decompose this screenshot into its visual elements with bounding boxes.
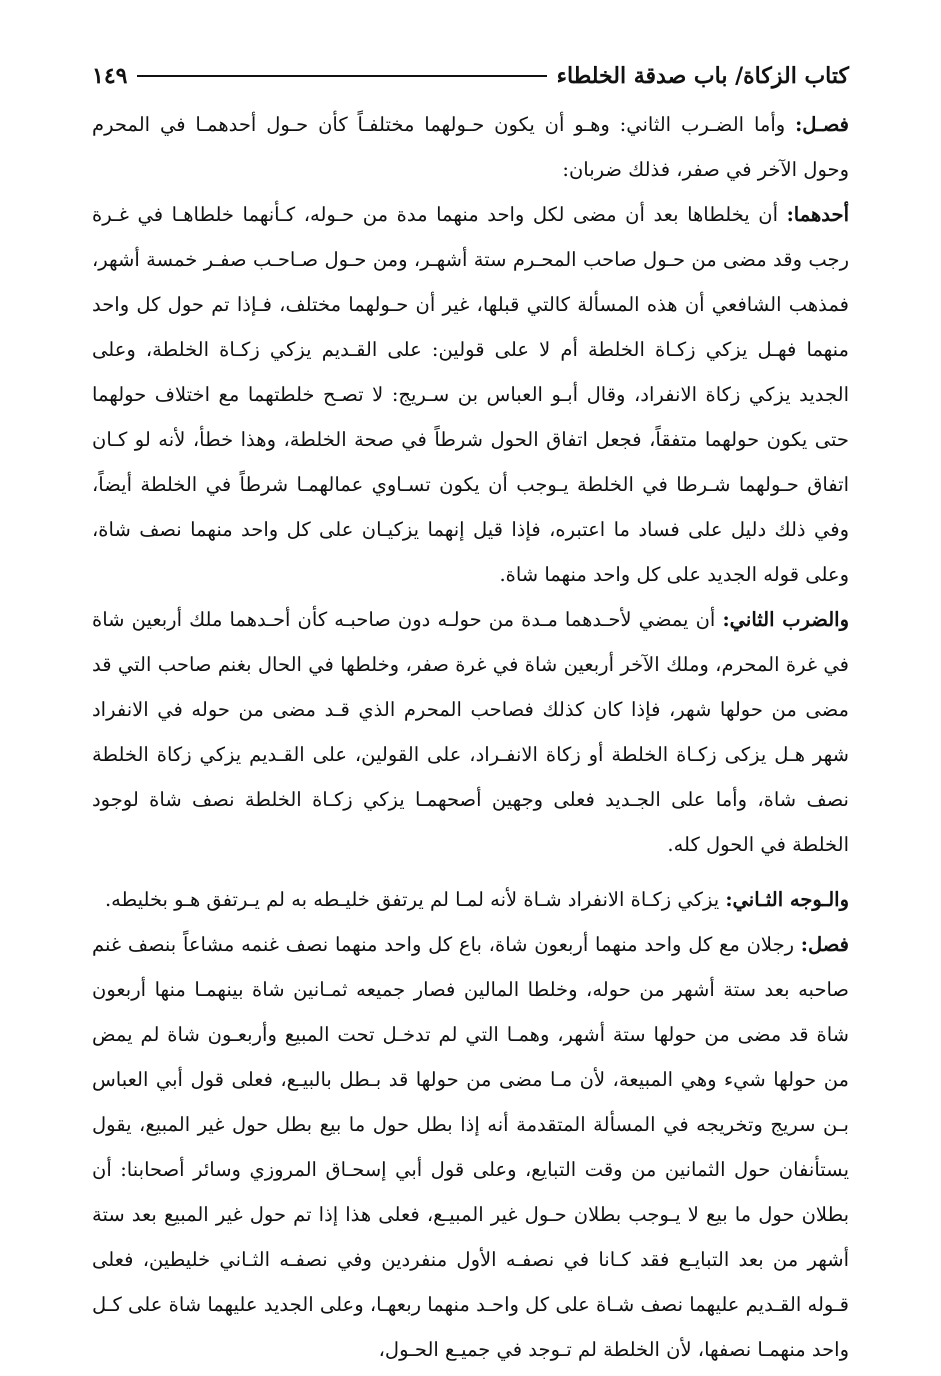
paragraph-text: وأما الضـرب الثاني: وهـو أن يكون حـولهما مختلفـاً كأن حـول أحدهمـا في المحرم وحول الآخر في صفر، فذلك ضربان: — [92, 113, 849, 181]
paragraph-lead: فصل: — [800, 933, 849, 956]
paragraph-first-kind — [92, 192, 849, 597]
paragraph-text: يزكي زكـاة الانفراد شـاة لأنه لمـا لم يرتفق خليـطه به لم يـرتفق هـو بخليطه. — [104, 888, 726, 911]
paragraph-section-two-men — [92, 922, 849, 1372]
paragraph-text: رجلان مع كل واحد منهما أربعون شاة، باع كل واحد منهما نصف غنمه مشاعاً بنصف غنم صاحبه بعد ستة أشهر من حوله، وخلطا المالين فصار جميعه ثمـانين شاة بينهمـا منها أربعون شاة قد مضى من حولها ستة أشهر، وهمـا التي لم تدخـل تحت المبيع وأربعـون شاة لم يمض من حولها شيء وهي المبيعة، لأن مـا مضى من حولها قد بـطل بالبيـع، فعلى قول أبي العباس بـن سريج وتخريجه في المسألة المتقدمة أنه إذا بطل حول ما بيع بطل حول غير المبيع، يقول يستأنفان حول الثمانين من وقت التبايع، وعلى قول أبي إسحـاق المروزي وسائر أصحابنا: أن بطلان حول ما بيع لا يـوجب بطلان حـول غير المبيـع، فعلى هذا إذا تم حول غير المبيع بعد ستة أشهر من بعد التبايـع فقد كـانا في نصفـه الأول منفردين وفي نصفـه الثـاني خليطين، فعلى قـوله القـديم عليهما نصف شـاة على كل واحـد منهما ربعهـا، وعلى الجديد عليهما شاة على كـل واحد منهمـا نصفها، لأن الخلطة لم تـوجد في جميـع الحـول، — [92, 933, 849, 1361]
paragraph-lead: والـوجه الثـاني: — [725, 888, 849, 911]
paragraph-second-aspect — [92, 877, 849, 922]
paragraph-section-second-type — [92, 102, 849, 192]
page-number: ١٤٩ — [92, 63, 128, 89]
paragraph-text: أن يمضي لأحـدهما مـدة من حولـه دون صاحبـه كأن أحـدهما ملك أربعين شاة في غرة المحرم، وملك الآخر أربعين شاة في غرة صفر، وخلطها في الحال بغنم صاحب التي قد مضى من حولها شهر، فإذا كان كذلك فصاحب المحرم الذي قـد مضى من حوله في الانفراد شهر هـل يزكى زكـاة الخلطة أو زكاة الانفـراد، على القولين، على القـديم يزكي زكاة الخلطة نصف شاة، وأما على الجـديد فعلى وجهين أصحهمـا يزكي زكـاة الخلطة نصف شاة لوجود الخلطة في الحول كله. — [92, 608, 849, 856]
header-rule — [137, 75, 546, 77]
running-header — [92, 56, 849, 96]
paragraph-lead: فصـل: — [795, 113, 849, 136]
paragraph-lead: أحدهما: — [786, 203, 849, 226]
paragraph-second-kind — [92, 597, 849, 867]
paragraph-lead: والضرب الثاني: — [722, 608, 849, 631]
chapter-title: كتاب الزكاة/ باب صدقة الخلطاء — [556, 63, 849, 89]
paragraph-text: أن يخلطاها بعد أن مضى لكل واحد منهما مدة من حـوله، كـأنهما خلطاهـا في غـرة رجب وقد مضى من حـول صاحب المحـرم ستة أشهـر، ومن حـول صـاحـب صفـر خمسة أشهر، فمذهب الشافعي أن هذه المسألة كالتي قبلها، غير أن حـولهما مختلف، فـإذا تم حول كل واحد منهما فهـل يزكي زكـاة الخلطة أم لا على قولين: على القـديم يزكي زكـاة الخلطة، وعلى الجديد يزكي زكاة الانفراد، وقال أبـو العباس بن سـريج: لا تصـح خلطتهما مع اختلاف حولهما حتى يكون حولهما متفقاً، فجعل اتفاق الحول شرطاً في صحة الخلطة، وهذا خطأ، لأنه لو كـان اتفاق حـولهما شـرطا في الخلطة يـوجب أن يكون تسـاوي عمالهمـا شرطاً في الخلطة أيضاً، وفي ذلك دليل على فساد ما اعتبره، فإذا قيل إنهما يزكيـان على كل واحد منهما نصف شاة، وعلى قوله الجديد على كل واحد منهما شاة. — [92, 203, 849, 586]
